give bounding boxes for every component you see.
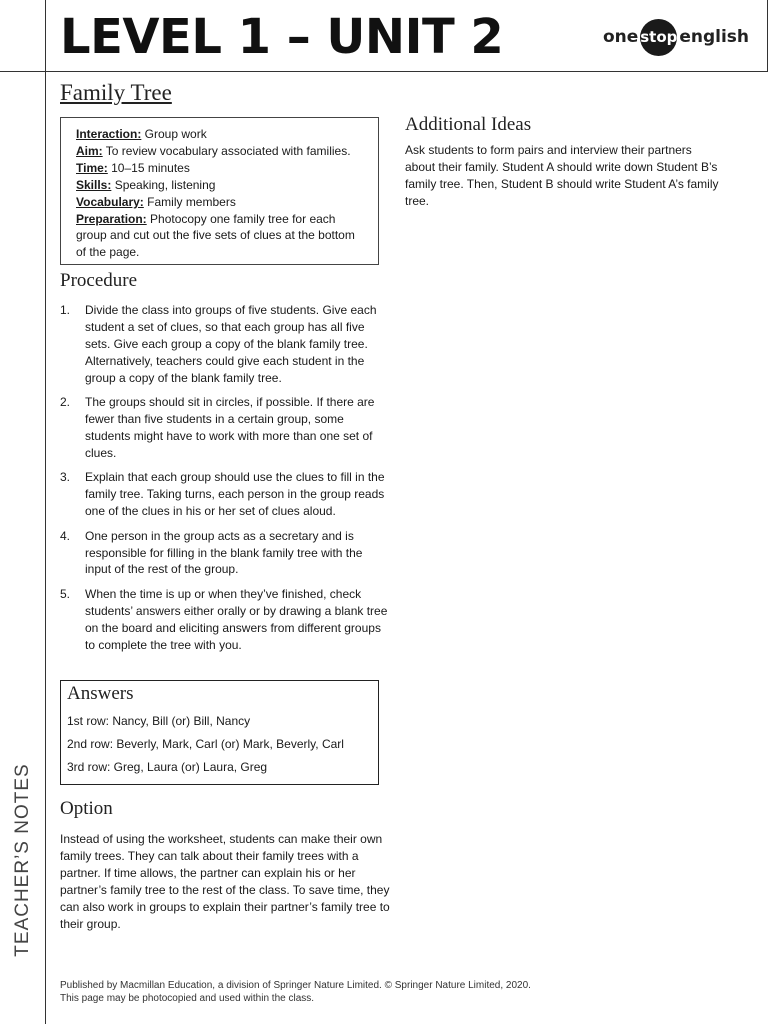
logo-stop-circle: stop <box>640 19 677 56</box>
page-title: LEVEL 1 – UNIT 2 <box>60 9 504 65</box>
onestopenglish-logo <box>603 20 749 54</box>
list-item <box>60 586 390 654</box>
info-time <box>76 160 368 177</box>
footer-publisher: Published by Macmillan Education, a division of Springer Nature Limited. © Springer Nature Limited, 2020. <box>60 980 531 991</box>
info-key: Vocabulary: <box>76 194 144 209</box>
list-number: 2. <box>60 395 71 410</box>
sidebar <box>0 0 46 1024</box>
info-key: Aim: <box>76 143 103 158</box>
info-value: Family members <box>143 194 236 209</box>
list-number: 1. <box>60 303 71 317</box>
option-text: Instead of using the worksheet, students can make their own family trees. They can talk about their family trees with a partner. If time allows, the partner can explain his or her partner’s family tree to the rest of the class. To save time, they can also work in groups to explain their partner’s family tree to their group. <box>60 832 390 932</box>
info-value: To review vocabulary associated with families. <box>102 143 351 158</box>
answer-row: 1st row: Nancy, Bill (or) Bill, Nancy <box>67 714 251 728</box>
list-number: 4. <box>60 528 71 543</box>
logo-text-english: english <box>679 27 749 47</box>
additional-ideas-heading: Additional Ideas <box>405 114 532 135</box>
list-text: The groups should sit in circles, if possible. If there are fewer than five students in a certain group, some students might have to work with more than one set of clues. <box>85 395 375 460</box>
answer-row: 3rd row: Greg, Laura (or) Laura, Greg <box>67 760 268 774</box>
info-value: 10–15 minutes <box>107 160 190 175</box>
logo-text-one: one <box>603 27 639 47</box>
info-interaction <box>76 126 368 143</box>
info-key: Skills: <box>76 177 112 192</box>
option-heading: Option <box>60 798 113 819</box>
info-aim <box>76 143 368 160</box>
list-text: One person in the group acts as a secretary and is responsible for filling in the blank family tree with the input of the rest of the group. <box>85 528 363 577</box>
info-value: Group work <box>141 127 207 141</box>
additional-ideas-text: Ask students to form pairs and interview their partners about their family. Student A should write down Student B’s family tree. Then, Student B should write Student A’s family tree. <box>405 143 719 208</box>
footer <box>60 979 620 1005</box>
answers-heading: Answers <box>67 683 134 704</box>
list-number: 5. <box>60 586 71 601</box>
activity-info-box <box>60 117 379 265</box>
answers-box <box>60 680 379 785</box>
list-text: Explain that each group should use the clues to fill in the family tree. Taking turns, each person in the group reads one of the clues in his or her set of clues aloud. <box>85 470 385 519</box>
list-item <box>60 302 390 387</box>
info-value: Speaking, listening <box>111 177 216 192</box>
list-number: 3. <box>60 470 71 485</box>
info-key: Time: <box>76 160 108 175</box>
list-item <box>60 469 390 520</box>
info-vocabulary <box>76 194 368 211</box>
info-key: Preparation: <box>76 211 147 226</box>
footer-photocopy-note: This page may be photocopied and used within the class. <box>60 993 315 1004</box>
list-text: Divide the class into groups of five students. Give each student a set of clues, so that each group has all five sets. Give each group a copy of the blank family tree. Alternatively, teachers could give each student in the group a copy of the blank family tree. <box>85 303 377 385</box>
info-skills <box>76 177 368 194</box>
procedure-list <box>60 302 390 661</box>
info-preparation <box>76 211 368 262</box>
section-title: Family Tree <box>60 80 172 105</box>
answer-row: 2nd row: Beverly, Mark, Carl (or) Mark, Beverly, Carl <box>67 737 344 751</box>
procedure-heading: Procedure <box>60 270 138 291</box>
info-key: Interaction: <box>76 127 142 141</box>
list-item <box>60 394 390 462</box>
list-item <box>60 528 390 579</box>
teachers-notes-label: TEACHER’S NOTES <box>12 763 33 957</box>
info-value: Photocopy one family tree for each group and cut out the five sets of clues at the bottom of the page. <box>76 211 355 260</box>
list-text: When the time is up or when they’ve finished, check students’ answers either orally or by drawing a blank tree on the board and eliciting answers from different groups to complete the tree with you. <box>85 586 388 652</box>
